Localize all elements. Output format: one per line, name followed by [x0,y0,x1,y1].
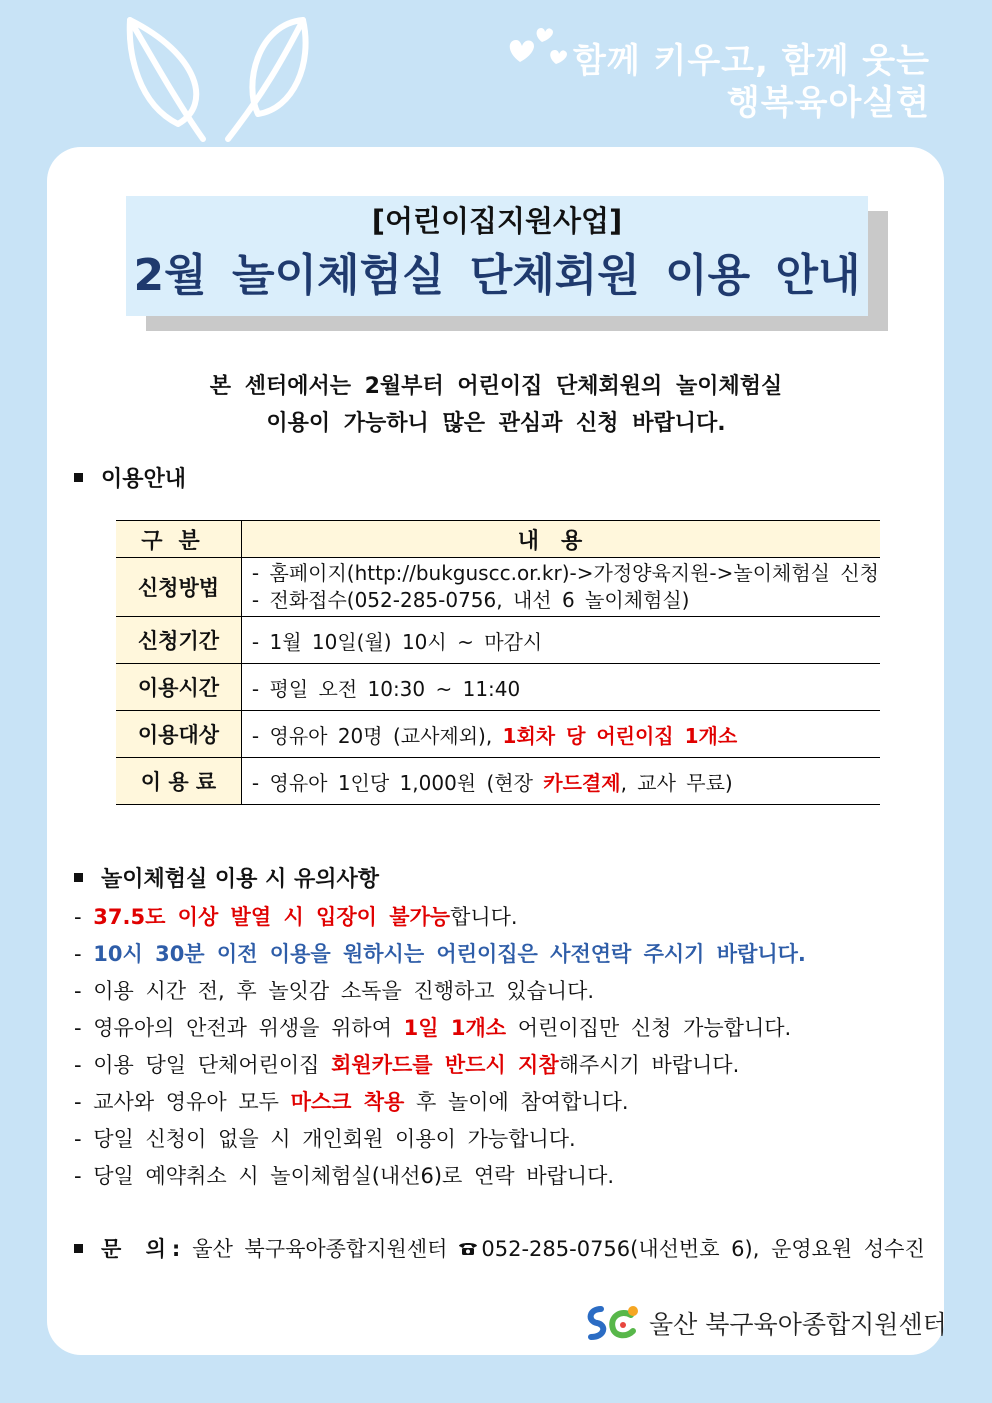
row-value [241,711,880,758]
contact-label: 문 의: [101,1237,187,1261]
table-row [116,664,880,711]
list-item: - 당일 신청이 없을 시 개인회원 이용이 가능합니다. [74,1127,576,1151]
leaf-decoration-icon [118,14,318,144]
note-emphasis: 1일 1개소 [403,1016,507,1040]
row-value [241,758,880,805]
row-label: 이용시간 [116,664,241,711]
slogan-line-1: 함께 키우고, 함께 웃는 [572,41,930,81]
notes-list [74,899,914,1195]
contact-org: 울산 북구육아종합지원센터 [192,1237,448,1261]
row-value-line: - 홈페이지(http://bukguscc.or.kr)->가정양육지원->놀이체험실 신청 [251,561,879,585]
title-box [126,196,868,316]
list-item: - 이용 시간 전, 후 놀잇감 소독을 진행하고 있습니다. [74,979,595,1003]
list-item [74,899,914,936]
note-emphasis: 마스크 착용 [290,1090,405,1114]
center-logo [583,1301,947,1345]
row-value-text: - 영유아 20명 (교사제외), [251,723,503,748]
center-logo-text: 울산 북구육아종합지원센터 [649,1310,947,1339]
row-label: 신청기간 [116,617,241,664]
list-item [74,1010,914,1047]
row-value: - 1월 10일(월) 10시 ~ 마감시 [241,617,880,664]
section-heading-notes [74,862,379,893]
row-value-text: - 영유아 1인당 1,000원 (현장 [251,770,544,795]
table-header-category: 구분 [116,521,241,558]
note-text: - 영유아의 안전과 위생을 위하여 [74,1016,404,1040]
section-heading-text: 놀이체험실 이용 시 유의사항 [101,867,380,892]
list-item [74,1047,914,1084]
table-header-content: 내용 [241,521,880,558]
note-text: 합니다. [450,905,518,929]
square-bullet-icon [74,873,83,882]
table-row [116,711,880,758]
slogan-line-2: 행복육아실현 [726,83,930,123]
note-emphasis: 회원카드를 반드시 지참 [331,1053,559,1077]
note-emphasis: 10시 30분 이전 이용을 원하시는 어린이집은 사전연락 주시기 바랍니다. [93,942,806,966]
note-dash: - [74,905,94,929]
row-label: 이용대상 [116,711,241,758]
contact-phone: 052-285-0756(내선번호 6), 운영요원 성수진 [481,1237,925,1261]
row-label: 신청방법 [116,558,241,617]
list-item [74,936,914,973]
note-text: 해주시기 바랍니다. [558,1053,740,1077]
row-value-text: , 교사 무료) [620,770,733,795]
row-value-line: - 전화접수(052-285-0756, 내선 6 놀이체험실) [251,588,690,612]
note-text: - 교사와 영유아 모두 [74,1090,291,1114]
note-text: 어린이집만 신청 가능합니다. [506,1016,792,1040]
intro-line-1: 본 센터에서는 2월부터 어린이집 단체회원의 놀이체험실 [209,374,783,399]
hearts-icon [506,22,576,72]
list-item: - 당일 예약취소 시 놀이체험실(내선6)로 연락 바랍니다. [74,1164,615,1188]
intro-line-2: 이용이 가능하니 많은 관심과 신청 바랍니다. [266,411,726,436]
list-item [74,1084,914,1121]
title-subtitle: [어린이집지원사업] [371,204,623,238]
square-bullet-icon [74,1244,83,1253]
usage-table [116,520,880,805]
square-bullet-icon [74,473,83,482]
row-label: 이 용 료 [116,758,241,805]
note-text: 후 놀이에 참여합니다. [404,1090,629,1114]
section-heading-text: 이용안내 [101,467,187,492]
row-value: - 평일 오전 10:30 ~ 11:40 [241,664,880,711]
page-title: 2월 놀이체험실 단체회원 이용 안내 [133,250,861,301]
center-logo-icon [583,1301,643,1345]
row-value-emphasis: 1회차 당 어린이집 1개소 [502,723,738,748]
section-heading-usage [74,462,186,493]
note-emphasis: 37.5도 이상 발열 시 입장이 불가능 [93,905,451,929]
telephone-icon [457,1240,479,1256]
table-header-row [116,521,880,558]
note-dash: - [74,942,94,966]
contact-info [74,1233,925,1263]
slogan [573,40,930,124]
table-row [116,758,880,805]
row-value-emphasis: 카드결제 [543,770,621,795]
row-value [241,558,880,617]
intro-text [100,368,892,442]
note-text: - 이용 당일 단체어린이집 [74,1053,332,1077]
table-row [116,617,880,664]
table-row [116,558,880,617]
